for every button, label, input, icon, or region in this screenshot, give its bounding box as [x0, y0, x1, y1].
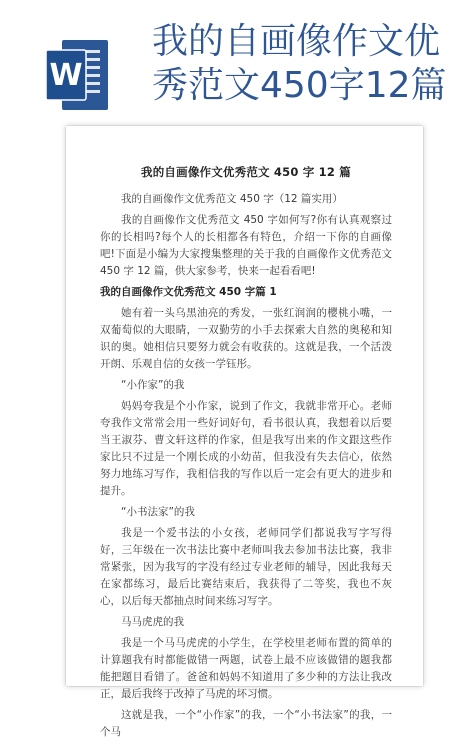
word-logo-letter: W — [49, 58, 83, 93]
paragraph-2: 妈妈夸我是个小作家，说到了作文，我就非常开心。老师夸我作文常常会用一些好词好句，看书很认真，我想着以后要当王淑芬、曹文轩这样的作家，但是我写出来的作文跟这些作家比只不过是一个刚长成的小幼苗，但我没有失去信心，依然努力地练习写作，我相信我的写作以后一定会有更大的进步和提升。 — [100, 400, 392, 497]
document-body — [100, 164, 392, 745]
paragraph-5: 这就是我，一个“小作家”的我，一个“小书法家”的我，一个马 — [100, 709, 392, 738]
subheading-calligrapher: “小书法家”的我 — [121, 506, 195, 518]
subheading-careless: 马马虎虎的我 — [121, 616, 184, 628]
banner-title-line1: 我的自画像作文优 — [152, 21, 441, 62]
paragraph-3: 我是一个爱书法的小女孩，老师同学们都说我写字写得好，三年级在一次书法比赛中老师叫我去参加书法比赛，我非常紧张，因为我写的字没有经过专业老师的辅导，因此我每天在家都练习，最后比赛结束后，我获得了二等奖，我也不灰心，以后每天都抽点时间来练习写字。 — [100, 527, 392, 607]
intro-line: 我的自画像作文优秀范文 450 字（12 篇实用） — [121, 193, 343, 205]
banner-title — [152, 20, 472, 108]
paragraph-1: 她有着一头乌黑油亮的秀发，一张红润润的樱桃小嘴，一双葡萄似的大眼睛，一双勤劳的小手去探索大自然的奥秘和知识的奥。她相信只要努力就会有收获的。这就是我，一个活泼开朗、乐观自信的女孩一学钰彤。 — [100, 307, 392, 370]
word-document-icon — [44, 36, 110, 114]
document-page — [66, 126, 423, 738]
paragraph-4: 我是一个马马虎虎的小学生，在学校里老师布置的简单的计算题我有时都能做错一两题，试卷上最不应该做错的题我都能把题目看错了。爸爸和妈妈不知道用了多少种的方法让我改正，最后我终于改掉了马虎的坏习惯。 — [100, 637, 392, 700]
intro-paragraph: 我的自画像作文优秀范文 450 字如何写?你有认真观察过你的长相吗?每个人的长相都各有特色，介绍一下你的自画像吧!下面是小编为大家搜集整理的关于我的自画像作文优秀范文 450 字 12 篇，供大家参考，快来一起看看吧! — [100, 214, 392, 277]
subheading-writer: “小作家”的我 — [121, 379, 185, 391]
section-heading-1: 我的自画像作文优秀范文 450 字篇 1 — [100, 286, 277, 298]
document-title: 我的自画像作文优秀范文 450 字 12 篇 — [141, 165, 351, 179]
banner-title-line2: 秀范文450字12篇 — [152, 65, 447, 106]
